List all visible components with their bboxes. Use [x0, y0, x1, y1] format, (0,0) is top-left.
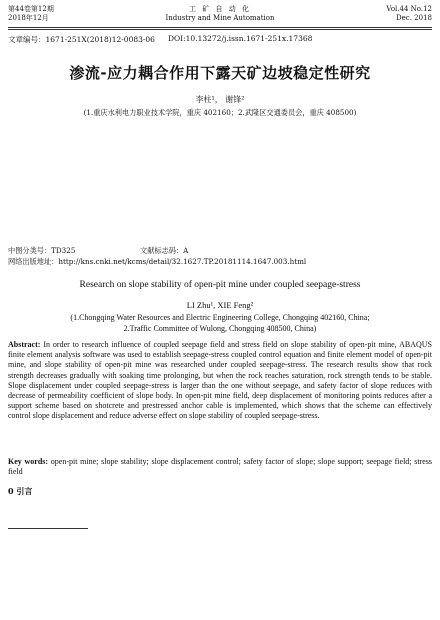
authors-cn: 李柱¹， 谢锋²	[195, 95, 245, 104]
header-rule-bottom	[8, 29, 432, 30]
footnote-rule	[8, 528, 88, 529]
abstract-en-block	[8, 340, 432, 458]
intro-left-column	[8, 486, 214, 502]
article-number: 文章编号：1671-251X(2018)12-0083-06	[8, 35, 155, 44]
affiliation-cn: (1.重庆水利电力职业技术学院，重庆 402160；2.武隆区交通委员会，重庆 408500)	[83, 108, 357, 117]
running-header	[8, 2, 432, 28]
keywords-en-label: Key words:	[8, 457, 49, 466]
authors-en: LI Zhu¹, XIE Feng²	[186, 300, 254, 310]
online-url[interactable]: 网络出版地址：http://kns.cnki.net/kcms/detail/32.1627.TP.20181114.1647.003.html	[8, 257, 307, 266]
section-heading-intro: 0 引言	[8, 486, 33, 496]
header-date-cn: 2018年12月	[8, 14, 49, 22]
header-volume-en	[386, 5, 432, 23]
document-code: 文献标志码：A	[140, 246, 189, 255]
abstract-en-label: Abstract:	[8, 340, 41, 349]
header-rule-top	[8, 27, 432, 28]
journal-name-en: Industry and Mine Automation	[165, 14, 275, 22]
header-vol-en: Vol.44 No.12	[386, 5, 432, 13]
online-address	[8, 257, 432, 267]
abstract-en: In order to research influence of coupled seepage field and stress field on slope stability of open-pit mine, ABAQUS finite element analysis software was used to establish seepage-stress coupled control equation and finite element model of open-pit mine, and slope stability of open-pit mine was researched under coupled seepage-stress. The research results show that rock strength decreases gradually with soaking time prolonging, but when the rock reaches saturation, rock strength tends to be stable. Slope displacement under coupled seepage-stress is larger than the one without seepage, and safety factor of slope reduces with decrease of permeability coefficient of slope body. In open-pit mine field, deep displacement of monitoring points reduces after a support scheme based on shotcrete and prestressed anchor cable is implemented, which shows that the scheme can effectively control slope displacement and reduce adverse effect on slope stability of coupled seepage-stress.	[8, 340, 433, 421]
title-en: Research on slope stability of open-pit mine under coupled seepage-stress	[79, 280, 361, 290]
header-journal	[8, 5, 432, 23]
classification-line	[8, 246, 432, 256]
title-cn: 渗流-应力耦合作用下露天矿边坡稳定性研究	[69, 64, 371, 82]
header-date-en: Dec. 2018	[396, 14, 432, 22]
keywords-en-block	[8, 457, 432, 477]
affiliation-en-2: 2.Traffic Committee of Wulong, Chongqing 408500, China)	[123, 324, 317, 333]
doi: DOI:10.13272/j.issn.1671-251x.17368	[168, 34, 313, 43]
abstract-cn-block	[8, 120, 432, 220]
affiliation-en-1: (1.Chongqing Water Resources and Electric Engineering College, Chongqing 402160, China;	[70, 313, 370, 322]
keywords-en: open-pit mine; slope stability; slope displacement control; safety factor of slope; slope support; seepage field; stress field	[8, 457, 433, 477]
footnotes	[8, 528, 214, 532]
journal-name-cn: 工 矿 自 动 化	[189, 5, 251, 13]
clc-number: 中图分类号：TD325	[8, 246, 76, 255]
header-volume-cn: 第44卷第12期	[8, 5, 54, 13]
